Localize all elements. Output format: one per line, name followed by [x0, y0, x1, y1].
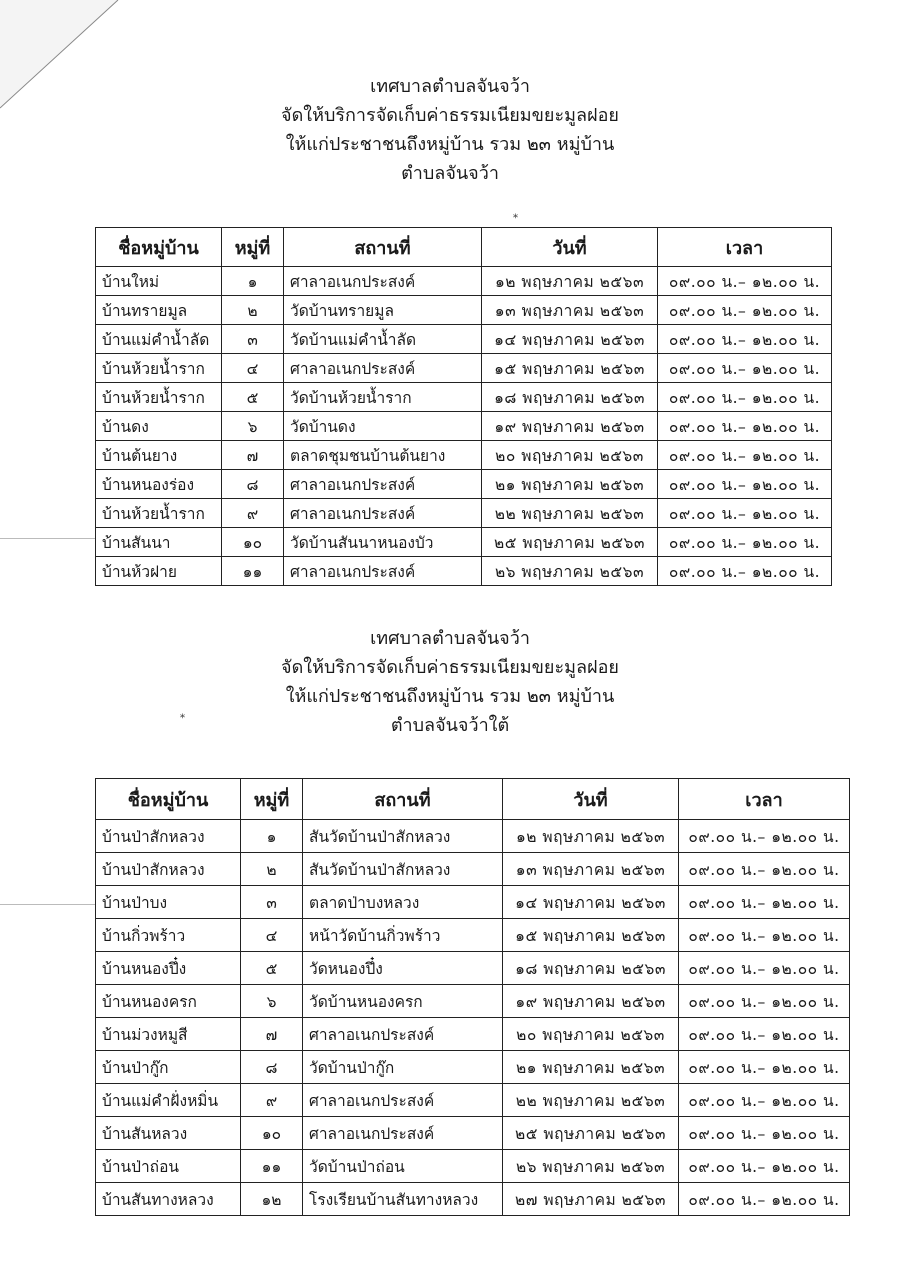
time-cell: ๐๙.๐๐ น.– ๑๒.๐๐ น. — [679, 820, 850, 853]
column-header-place: สถานที่ — [284, 228, 482, 267]
village-name-cell: บ้านต้นยาง — [96, 441, 222, 470]
scan-mark — [0, 538, 95, 539]
date-cell: ๒๒ พฤษภาคม ๒๕๖๓ — [482, 499, 658, 528]
time-cell: ๐๙.๐๐ น.– ๑๒.๐๐ น. — [679, 1117, 850, 1150]
village-name-cell: บ้านม่วงหมูสี — [96, 1018, 241, 1051]
moo-number-cell: ๑๐ — [241, 1117, 303, 1150]
village-name-cell: บ้านกิ่วพร้าว — [96, 919, 241, 952]
moo-number-cell: ๙ — [241, 1084, 303, 1117]
time-cell: ๐๙.๐๐ น.– ๑๒.๐๐ น. — [679, 1018, 850, 1051]
date-cell: ๒๕ พฤษภาคม ๒๕๖๓ — [482, 528, 658, 557]
place-cell: โรงเรียนบ้านสันทางหลวง — [303, 1183, 503, 1216]
place-cell: ศาลาอเนกประสงค์ — [284, 557, 482, 586]
village-name-cell: บ้านสันทางหลวง — [96, 1183, 241, 1216]
time-cell: ๐๙.๐๐ น.– ๑๒.๐๐ น. — [679, 1150, 850, 1183]
date-cell: ๑๙ พฤษภาคม ๒๕๖๓ — [482, 412, 658, 441]
village-name-cell: บ้านทรายมูล — [96, 296, 222, 325]
speck: * — [180, 713, 185, 724]
village-name-cell: บ้านป่าสักหลวง — [96, 820, 241, 853]
moo-number-cell: ๖ — [241, 985, 303, 1018]
date-cell: ๑๕ พฤษภาคม ๒๕๖๓ — [503, 919, 679, 952]
moo-number-cell: ๑ — [222, 267, 284, 296]
time-cell: ๐๙.๐๐ น.– ๑๒.๐๐ น. — [679, 985, 850, 1018]
table-row — [96, 296, 832, 325]
moo-number-cell: ๒ — [222, 296, 284, 325]
column-header-moo: หมู่ที่ — [241, 779, 303, 820]
place-cell: ตลาดชุมชนบ้านต้นยาง — [284, 441, 482, 470]
time-cell: ๐๙.๐๐ น.– ๑๒.๐๐ น. — [679, 1084, 850, 1117]
village-name-cell: บ้านหนองปึ๋ง — [96, 952, 241, 985]
moo-number-cell: ๘ — [241, 1051, 303, 1084]
place-cell: หน้าวัดบ้านกิ่วพร้าว — [303, 919, 503, 952]
heading-line: เทศบาลตำบลจันจว้า — [370, 76, 530, 97]
date-cell: ๑๓ พฤษภาคม ๒๕๖๓ — [482, 296, 658, 325]
time-cell: ๐๙.๐๐ น.– ๑๒.๐๐ น. — [658, 296, 832, 325]
column-header-time: เวลา — [658, 228, 832, 267]
date-cell: ๒๐ พฤษภาคม ๒๕๖๓ — [482, 441, 658, 470]
table-row — [96, 267, 832, 296]
time-cell: ๐๙.๐๐ น.– ๑๒.๐๐ น. — [658, 267, 832, 296]
place-cell: ตลาดป่าบงหลวง — [303, 886, 503, 919]
place-cell: วัดบ้านสันนาหนองบัว — [284, 528, 482, 557]
place-cell: ศาลาอเนกประสงค์ — [303, 1084, 503, 1117]
place-cell: วัดบ้านป่าถ่อน — [303, 1150, 503, 1183]
heading-line: จัดให้บริการจัดเก็บค่าธรรมเนียมขยะมูลฝอย — [281, 105, 619, 126]
place-cell: วัดหนองปึ๋ง — [303, 952, 503, 985]
village-name-cell: บ้านห้วยน้ำราก — [96, 499, 222, 528]
time-cell: ๐๙.๐๐ น.– ๑๒.๐๐ น. — [658, 325, 832, 354]
date-cell: ๒๐ พฤษภาคม ๒๕๖๓ — [503, 1018, 679, 1051]
table-row — [96, 1117, 850, 1150]
table-row — [96, 354, 832, 383]
time-cell: ๐๙.๐๐ น.– ๑๒.๐๐ น. — [658, 441, 832, 470]
moo-number-cell: ๗ — [222, 441, 284, 470]
place-cell: ศาลาอเนกประสงค์ — [284, 470, 482, 499]
time-cell: ๐๙.๐๐ น.– ๑๒.๐๐ น. — [679, 1183, 850, 1216]
table-row — [96, 919, 850, 952]
moo-number-cell: ๓ — [222, 325, 284, 354]
place-cell: สันวัดบ้านป่าสักหลวง — [303, 820, 503, 853]
date-cell: ๑๘ พฤษภาคม ๒๕๖๓ — [482, 383, 658, 412]
moo-number-cell: ๖ — [222, 412, 284, 441]
moo-number-cell: ๓ — [241, 886, 303, 919]
village-name-cell: บ้านห้วยน้ำราก — [96, 383, 222, 412]
moo-number-cell: ๕ — [241, 952, 303, 985]
time-cell: ๐๙.๐๐ น.– ๑๒.๐๐ น. — [658, 499, 832, 528]
time-cell: ๐๙.๐๐ น.– ๑๒.๐๐ น. — [658, 528, 832, 557]
date-cell: ๑๕ พฤษภาคม ๒๕๖๓ — [482, 354, 658, 383]
village-name-cell: บ้านใหม่ — [96, 267, 222, 296]
moo-number-cell: ๘ — [222, 470, 284, 499]
date-cell: ๒๗ พฤษภาคม ๒๕๖๓ — [503, 1183, 679, 1216]
place-cell: ศาลาอเนกประสงค์ — [303, 1117, 503, 1150]
place-cell: ศาลาอเนกประสงค์ — [284, 499, 482, 528]
speck: * — [513, 213, 518, 224]
village-name-cell: บ้านดง — [96, 412, 222, 441]
table-row — [96, 1018, 850, 1051]
place-cell: วัดบ้านป่ากู๊ก — [303, 1051, 503, 1084]
moo-number-cell: ๔ — [241, 919, 303, 952]
time-cell: ๐๙.๐๐ น.– ๑๒.๐๐ น. — [658, 470, 832, 499]
time-cell: ๐๙.๐๐ น.– ๑๒.๐๐ น. — [679, 952, 850, 985]
time-cell: ๐๙.๐๐ น.– ๑๒.๐๐ น. — [679, 1051, 850, 1084]
column-header-village: ชื่อหมู่บ้าน — [96, 228, 222, 267]
moo-number-cell: ๗ — [241, 1018, 303, 1051]
table-row — [96, 952, 850, 985]
place-cell: ศาลาอเนกประสงค์ — [303, 1018, 503, 1051]
date-cell: ๑๙ พฤษภาคม ๒๕๖๓ — [503, 985, 679, 1018]
moo-number-cell: ๙ — [222, 499, 284, 528]
date-cell: ๑๔ พฤษภาคม ๒๕๖๓ — [503, 886, 679, 919]
schedule-table-chanchwa — [95, 227, 832, 586]
village-name-cell: บ้านห้วฝาย — [96, 557, 222, 586]
heading-line: ให้แก่ประชาชนถึงหมู่บ้าน รวม ๒๓ หมู่บ้าน — [285, 686, 615, 707]
date-cell: ๒๒ พฤษภาคม ๒๕๖๓ — [503, 1084, 679, 1117]
scan-mark — [0, 904, 95, 905]
date-cell: ๒๖ พฤษภาคม ๒๕๖๓ — [503, 1150, 679, 1183]
place-cell: วัดบ้านทรายมูล — [284, 296, 482, 325]
heading-line: จัดให้บริการจัดเก็บค่าธรรมเนียมขยะมูลฝอย — [281, 657, 619, 678]
village-name-cell: บ้านป่าสักหลวง — [96, 853, 241, 886]
table-row — [96, 820, 850, 853]
moo-number-cell: ๑๐ — [222, 528, 284, 557]
column-header-date: วันที่ — [482, 228, 658, 267]
time-cell: ๐๙.๐๐ น.– ๑๒.๐๐ น. — [658, 412, 832, 441]
heading-line: ตำบลจันจว้าใต้ — [390, 715, 510, 736]
table-row — [96, 412, 832, 441]
time-cell: ๐๙.๐๐ น.– ๑๒.๐๐ น. — [679, 886, 850, 919]
village-name-cell: บ้านสันหลวง — [96, 1117, 241, 1150]
table-row — [96, 557, 832, 586]
column-header-village: ชื่อหมู่บ้าน — [96, 779, 241, 820]
moo-number-cell: ๑๑ — [222, 557, 284, 586]
village-name-cell: บ้านห้วยน้ำราก — [96, 354, 222, 383]
village-name-cell: บ้านแม่คำฝั่งหมิ่น — [96, 1084, 241, 1117]
table-row — [96, 383, 832, 412]
moo-number-cell: ๕ — [222, 383, 284, 412]
table-row — [96, 325, 832, 354]
date-cell: ๒๑ พฤษภาคม ๒๕๖๓ — [482, 470, 658, 499]
table-row — [96, 886, 850, 919]
date-cell: ๑๔ พฤษภาคม ๒๕๖๓ — [482, 325, 658, 354]
village-name-cell: บ้านสันนา — [96, 528, 222, 557]
village-name-cell: บ้านป่ากู๊ก — [96, 1051, 241, 1084]
village-name-cell: บ้านป่าถ่อน — [96, 1150, 241, 1183]
date-cell: ๑๓ พฤษภาคม ๒๕๖๓ — [503, 853, 679, 886]
table-row — [96, 499, 832, 528]
date-cell: ๒๕ พฤษภาคม ๒๕๖๓ — [503, 1117, 679, 1150]
place-cell: ศาลาอเนกประสงค์ — [284, 354, 482, 383]
heading-line: เทศบาลตำบลจันจว้า — [370, 628, 530, 649]
date-cell: ๑๒ พฤษภาคม ๒๕๖๓ — [503, 820, 679, 853]
column-header-time: เวลา — [679, 779, 850, 820]
time-cell: ๐๙.๐๐ น.– ๑๒.๐๐ น. — [658, 383, 832, 412]
table-row — [96, 528, 832, 557]
moo-number-cell: ๔ — [222, 354, 284, 383]
table-row — [96, 470, 832, 499]
place-cell: วัดบ้านแม่คำน้ำลัด — [284, 325, 482, 354]
table-header-row — [96, 779, 850, 820]
table-row — [96, 1183, 850, 1216]
village-name-cell: บ้านหนองร่อง — [96, 470, 222, 499]
place-cell: วัดบ้านห้วยน้ำราก — [284, 383, 482, 412]
section-1-heading — [0, 72, 900, 188]
date-cell: ๑๘ พฤษภาคม ๒๕๖๓ — [503, 952, 679, 985]
place-cell: วัดบ้านดง — [284, 412, 482, 441]
time-cell: ๐๙.๐๐ น.– ๑๒.๐๐ น. — [658, 354, 832, 383]
column-header-moo: หมู่ที่ — [222, 228, 284, 267]
time-cell: ๐๙.๐๐ น.– ๑๒.๐๐ น. — [679, 919, 850, 952]
moo-number-cell: ๑๒ — [241, 1183, 303, 1216]
date-cell: ๒๖ พฤษภาคม ๒๕๖๓ — [482, 557, 658, 586]
place-cell: สันวัดบ้านป่าสักหลวง — [303, 853, 503, 886]
date-cell: ๒๑ พฤษภาคม ๒๕๖๓ — [503, 1051, 679, 1084]
section-2-heading — [0, 624, 900, 740]
table-row — [96, 1150, 850, 1183]
table-row — [96, 853, 850, 886]
table-row — [96, 1084, 850, 1117]
village-name-cell: บ้านหนองครก — [96, 985, 241, 1018]
moo-number-cell: ๒ — [241, 853, 303, 886]
village-name-cell: บ้านแม่คำน้ำลัด — [96, 325, 222, 354]
time-cell: ๐๙.๐๐ น.– ๑๒.๐๐ น. — [679, 853, 850, 886]
heading-line: ตำบลจันจว้า — [401, 163, 499, 184]
place-cell: วัดบ้านหนองครก — [303, 985, 503, 1018]
moo-number-cell: ๑ — [241, 820, 303, 853]
heading-line: ให้แก่ประชาชนถึงหมู่บ้าน รวม ๒๓ หมู่บ้าน — [285, 134, 615, 155]
date-cell: ๑๒ พฤษภาคม ๒๕๖๓ — [482, 267, 658, 296]
village-name-cell: บ้านป่าบง — [96, 886, 241, 919]
place-cell: ศาลาอเนกประสงค์ — [284, 267, 482, 296]
moo-number-cell: ๑๑ — [241, 1150, 303, 1183]
table-row — [96, 441, 832, 470]
table-header-row — [96, 228, 832, 267]
column-header-date: วันที่ — [503, 779, 679, 820]
table-row — [96, 985, 850, 1018]
table-row — [96, 1051, 850, 1084]
column-header-place: สถานที่ — [303, 779, 503, 820]
schedule-table-chanchwa-tai — [95, 778, 850, 1216]
time-cell: ๐๙.๐๐ น.– ๑๒.๐๐ น. — [658, 557, 832, 586]
